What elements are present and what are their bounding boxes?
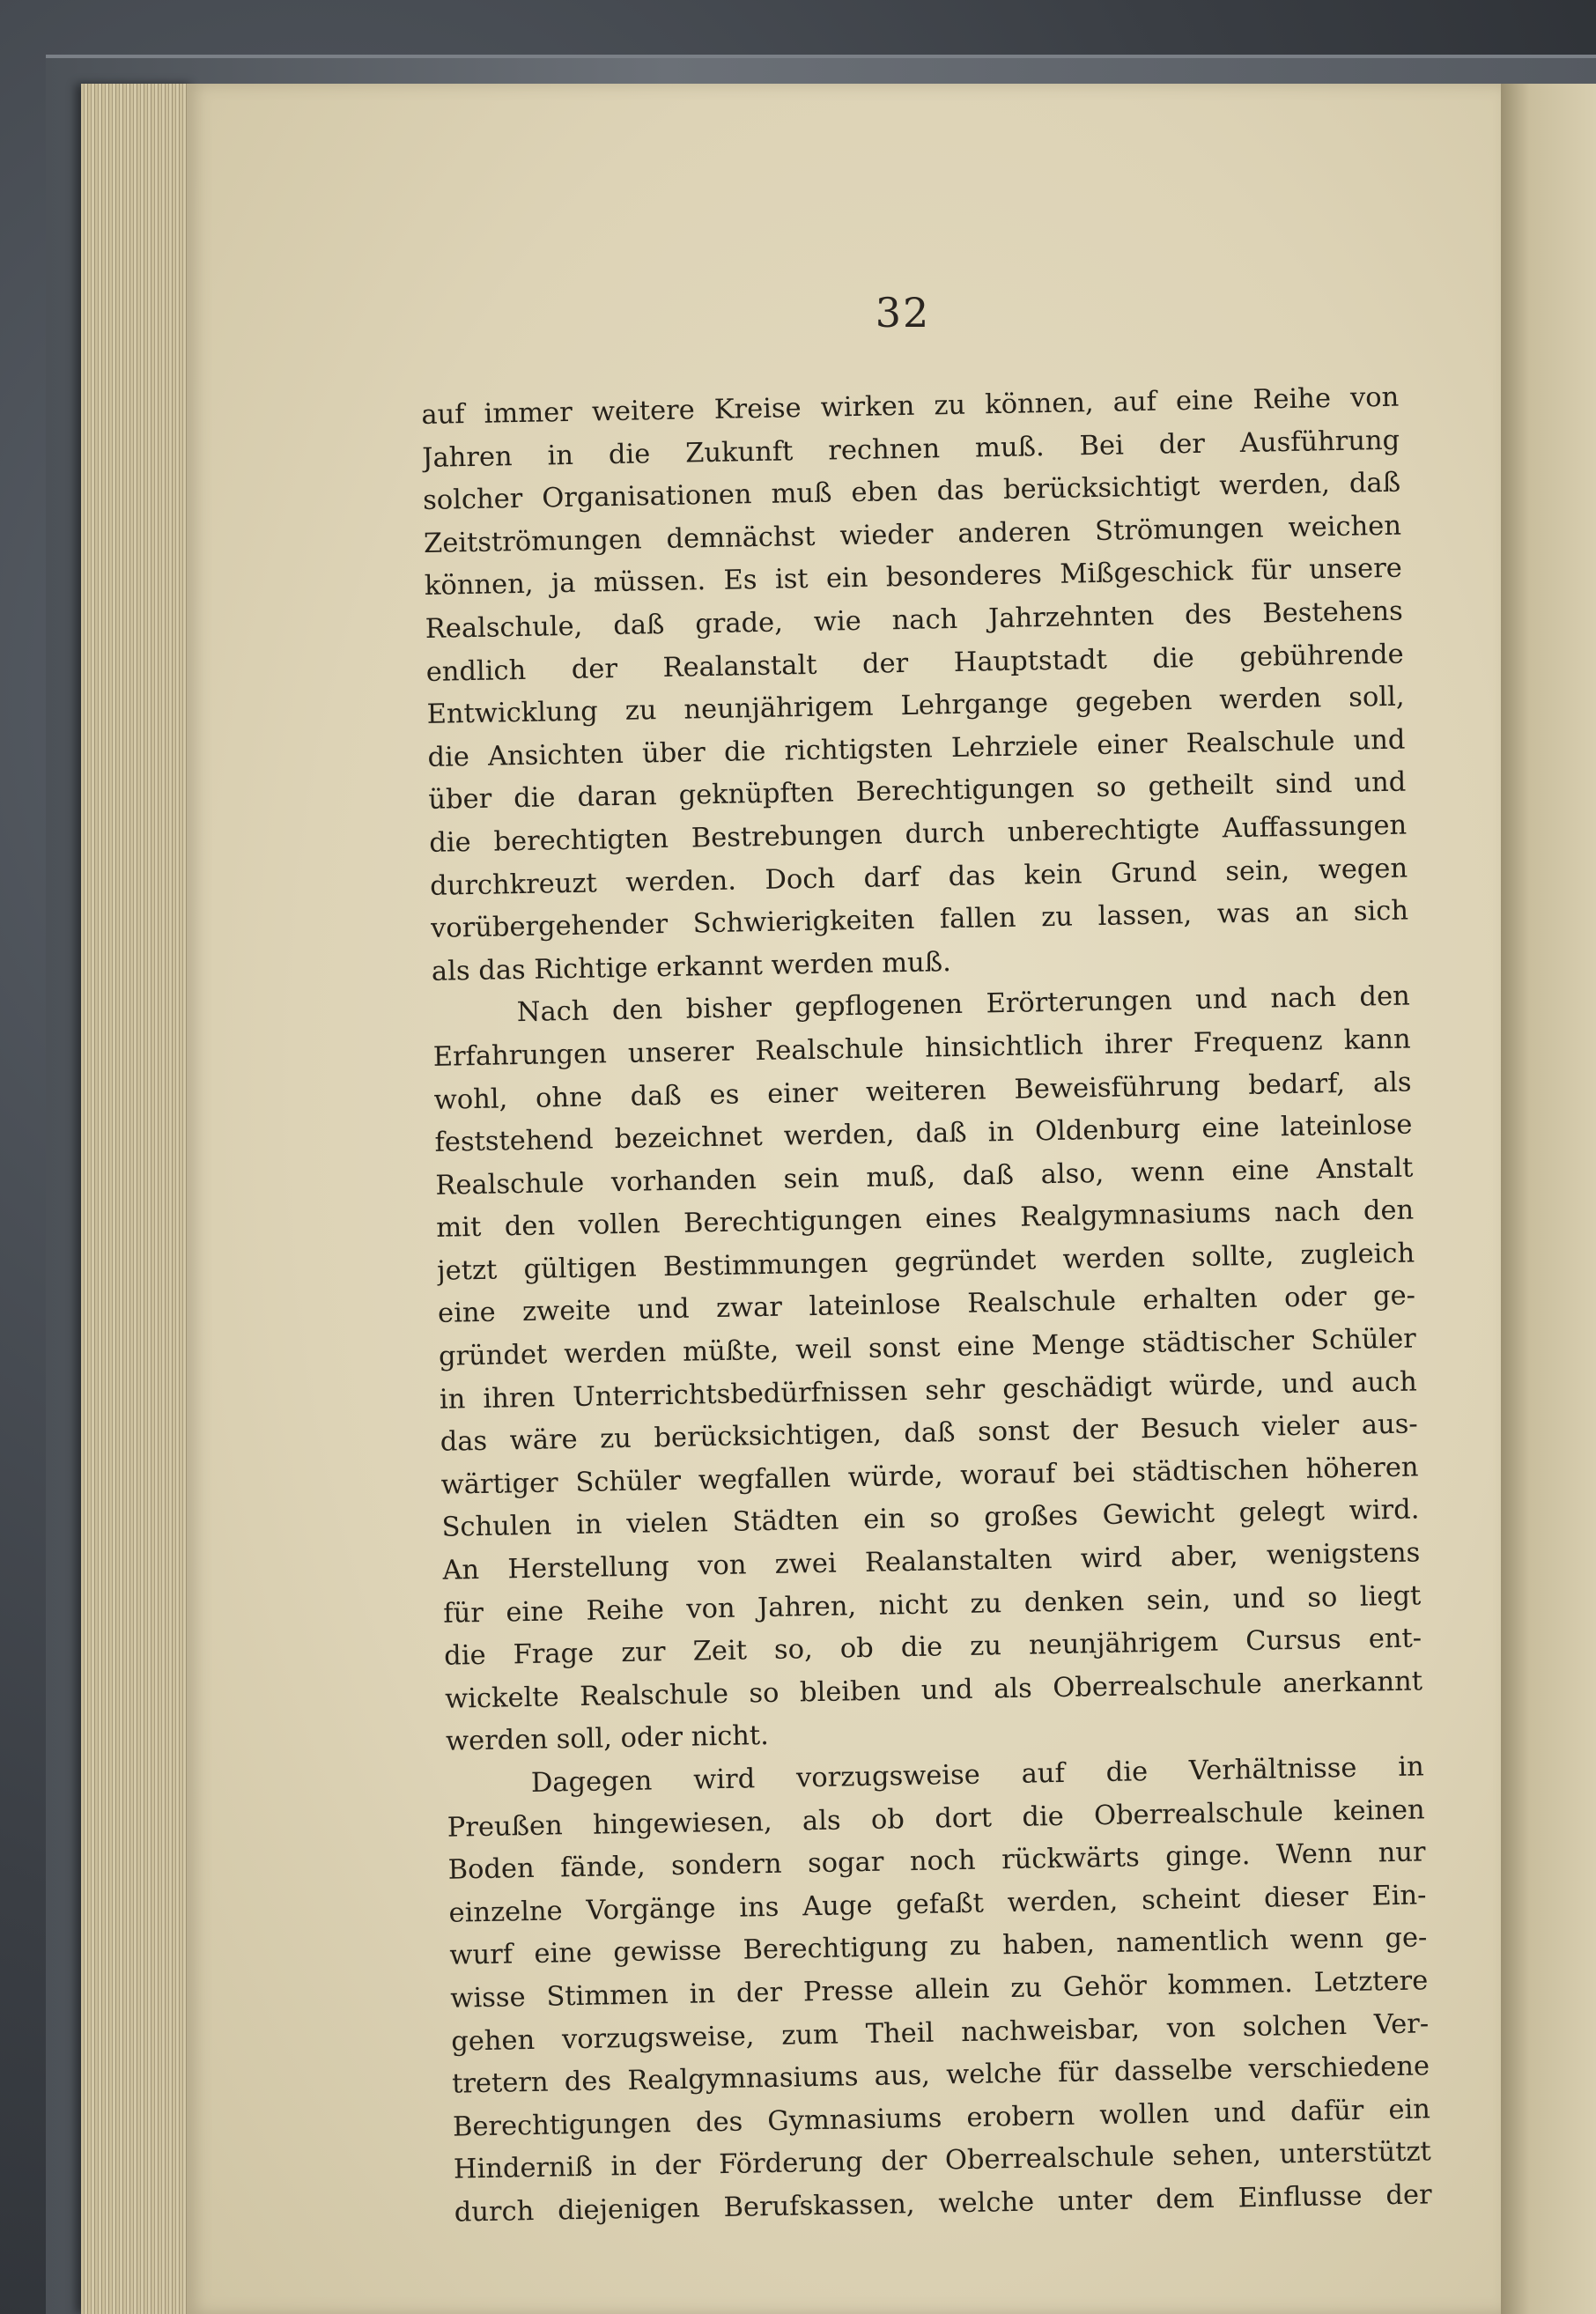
text-line: Zeitströmungen demnächst wieder anderen Strömungen weichen	[423, 510, 1402, 559]
page-number: 32	[875, 289, 931, 336]
text-line: tretern des Realgymnasiums aus, welche für dasselbe verschiedene	[451, 2051, 1430, 2100]
text-line: wurf eine gewisse Berechtigung zu haben, namentlich wenn ge-	[449, 1922, 1428, 1972]
text-line: wärtiger Schüler wegfallen würde, worauf bei städtischen höheren	[440, 1452, 1419, 1501]
text-line: Hinderniß in der Förderung der Oberrealschule sehen, unterstützt	[453, 2136, 1432, 2186]
text-line: jetzt gültigen Bestimmungen gegründet werden sollte, zugleich	[436, 1238, 1415, 1287]
text-line: durchkreuzt werden. Doch darf das kein Grund sein, wegen	[429, 853, 1408, 902]
text-line: Boden fände, sondern sogar noch rückwärts ginge. Wenn nur	[447, 1837, 1426, 1886]
text-line: eine zweite und zwar lateinlose Realschule erhalten oder ge-	[437, 1280, 1416, 1330]
text-line: in ihren Unterrichtsbedürfnissen sehr geschädigt würde, und auch	[439, 1366, 1418, 1416]
text-line: wickelte Realschule so bleiben und als Oberrealschule anerkannt	[444, 1666, 1423, 1715]
text-line: mit den vollen Berechtigungen eines Realgymnasiums nach den	[436, 1194, 1415, 1245]
text-line: gründet werden müßte, weil sonst eine Menge städtischer Schüler	[438, 1323, 1417, 1372]
text-line: Schulen in vielen Städten ein so großes Gewicht gelegt wird.	[441, 1494, 1420, 1544]
text-line: Jahren in die Zukunft rechnen muß. Bei der Ausführung	[422, 425, 1400, 474]
text-line: endlich der Realanstalt der Hauptstadt die gebührende	[425, 639, 1404, 688]
text-line: für eine Reihe von Jahren, nicht zu denken sein, und so liegt	[443, 1580, 1422, 1630]
text-line: die Ansichten über die richtigsten Lehrziele einer Realschule und	[427, 724, 1406, 773]
text-line: An Herstellung von zwei Realanstalten wird aber, wenigstens	[442, 1537, 1421, 1586]
text-line: auf immer weitere Kreise wirken zu können, auf eine Reihe von	[421, 381, 1400, 431]
text-line: vorübergehender Schwierigkeiten fallen zu lassen, was an sich	[430, 895, 1409, 945]
page-edges-stack	[81, 84, 196, 2314]
text-line: die berechtigten Bestrebungen durch unberechtigte Auffassungen	[429, 810, 1408, 859]
text-line: Berechtigungen des Gymnasiums erobern wollen und dafür ein	[452, 2094, 1431, 2143]
text-line: können, ja müssen. Es ist ein besonderes Mißgeschick für unsere	[424, 553, 1403, 603]
body-text	[421, 377, 1432, 2236]
text-line: solcher Organisationen muß eben das berücksichtigt werden, daß	[422, 467, 1401, 517]
facing-page-edge	[1501, 84, 1596, 2314]
text-line: die Frage zur Zeit so, ob die zu neunjährigem Cursus ent-	[443, 1623, 1422, 1672]
text-line: gehen vorzugsweise, zum Theil nachweisbar, von solchen Ver-	[450, 2007, 1430, 2058]
text-line: Realschule vorhanden sein muß, daß also, wenn eine Anstalt	[435, 1152, 1414, 1201]
text-line: einzelne Vorgänge ins Auge gefaßt werden, scheint dieser Ein-	[448, 1880, 1427, 1929]
text-line: werden soll, oder nicht.	[445, 1720, 770, 1758]
text-line: das wäre zu berücksichtigen, daß sonst der Besuch vieler aus-	[440, 1408, 1418, 1459]
text-line: als das Richtige erkannt werden muß.	[431, 946, 952, 987]
text-line: wohl, ohne daß es einer weiteren Beweisführung bedarf, als	[433, 1067, 1412, 1116]
text-line: wisse Stimmen in der Presse allein zu Gehör kommen. Letztere	[450, 1965, 1429, 2015]
text-line: Erfahrungen unserer Realschule hinsichtlich ihrer Frequenz kann	[432, 1024, 1411, 1073]
text-line: über die daran geknüpften Berechtigungen so getheilt sind und	[428, 766, 1407, 817]
text-line: durch diejenigen Berufskassen, welche unter dem Einflusse der	[454, 2179, 1432, 2229]
text-line: Realschule, daß grade, wie nach Jahrzehnten des Bestehens	[425, 595, 1404, 645]
text-line: Entwicklung zu neunjährigem Lehrgange gegeben werden soll,	[426, 681, 1405, 731]
text-line: feststehend bezeichnet werden, daß in Oldenburg eine lateinlose	[434, 1109, 1413, 1158]
text-line: Nach den bisher gepflogenen Erörterungen und nach den	[516, 980, 1411, 1029]
text-line: Preußen hingewiesen, als ob dort die Oberrealschule keinen	[447, 1793, 1425, 1844]
text-line: Dagegen wird vorzugsweise auf die Verhältnisse in	[530, 1751, 1425, 1799]
